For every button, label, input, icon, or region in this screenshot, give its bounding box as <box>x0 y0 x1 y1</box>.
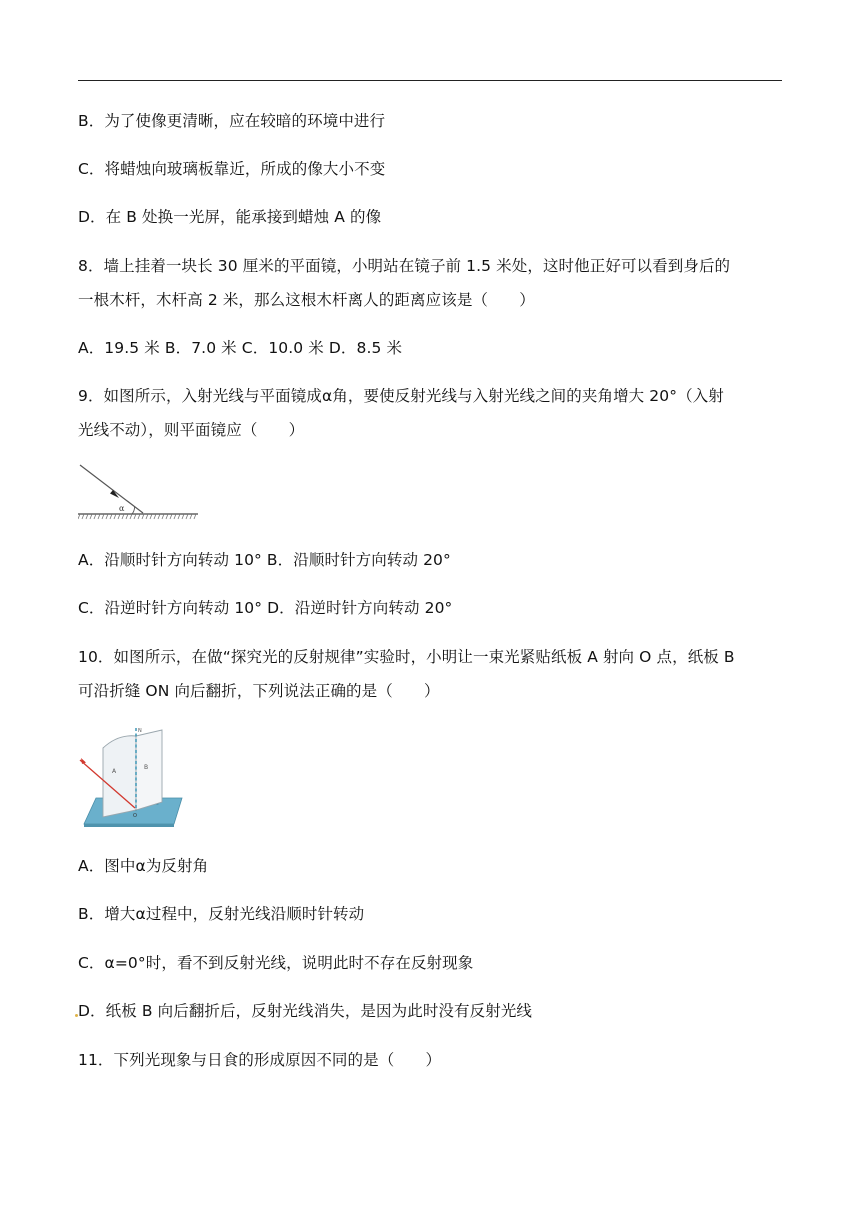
q9-options-cd: C．沿逆时针方向转动 10° D．沿逆时针方向转动 20° <box>78 599 453 617</box>
label-b: B <box>144 764 149 771</box>
header-rule <box>78 80 782 81</box>
q9-options-ab: A．沿顺时针方向转动 10° B．沿顺时针方向转动 20° <box>78 551 451 569</box>
q10-stem-line1: 10．如图所示，在做“探究光的反射规律”实验时，小明让一束光紧贴纸板 A 射向 O 点，纸板 B <box>78 648 735 666</box>
q8-stem-line2: 一根木杆，木杆高 2 米，那么这根木杆离人的距离应该是（ ） <box>78 291 535 309</box>
q10-stem-line2: 可沿折缝 ON 向后翻折，下列说法正确的是（ ） <box>78 682 440 700</box>
q10-option-b: B．增大α过程中，反射光线沿顺时针转动 <box>78 905 365 923</box>
q9-angle-label: α <box>119 504 125 513</box>
q7-option-b: B．为了使像更清晰，应在较暗的环境中进行 <box>78 112 386 130</box>
q7-option-d: D．在 B 处换一光屏，能承接到蜡烛 A 的像 <box>78 208 382 226</box>
q11-stem: 11．下列光现象与日食的形成原因不同的是（ ） <box>78 1051 442 1069</box>
q10-option-c: C．α=0°时，看不到反射光线，说明此时不存在反射现象 <box>78 954 474 972</box>
q10-reflection-apparatus-figure <box>78 724 184 828</box>
paper-board-b <box>136 730 162 810</box>
label-o: O <box>133 813 137 819</box>
label-a: A <box>112 768 117 775</box>
q8-options: A．19.5 米 B．7.0 米 C．10.0 米 D．8.5 米 <box>78 339 403 357</box>
q10-option-a: A．图中α为反射角 <box>78 857 209 875</box>
q9-mirror-figure <box>78 462 202 524</box>
q10-option-d: D．纸板 B 向后翻折后，反射光线消失，是因为此时没有反射光线 <box>78 1002 533 1020</box>
q9-stem-line2: 光线不动），则平面镜应（ ） <box>78 421 305 439</box>
q7-option-c: C．将蜡烛向玻璃板靠近，所成的像大小不变 <box>78 160 386 178</box>
q9-stem-line1: 9．如图所示，入射光线与平面镜成α角，要使反射光线与入射光线之间的夹角增大 20°（入射 <box>78 387 724 405</box>
label-n: N <box>138 728 142 734</box>
q8-stem-line1: 8．墙上挂着一块长 30 厘米的平面镜，小明站在镜子前 1.5 米处，这时他正好可以看到身后的 <box>78 257 731 275</box>
